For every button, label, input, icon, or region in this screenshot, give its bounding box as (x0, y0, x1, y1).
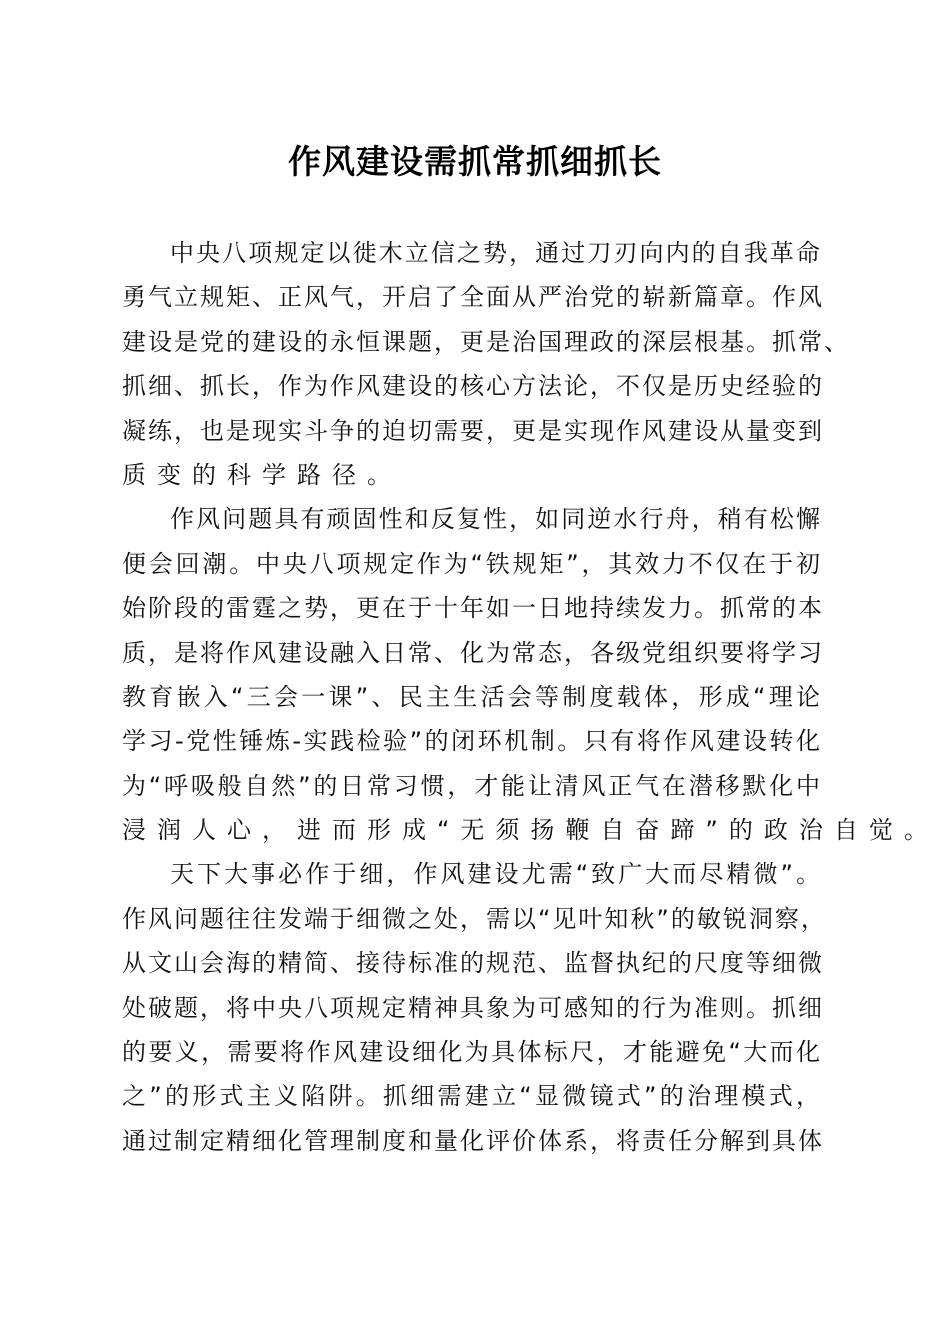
text-line: 建设是党的建设的永恒课题，更是治国理政的深层根基。抓常、 (122, 327, 850, 356)
text-line: 勇气立规矩、正风气，开启了全面从严治党的崭新篇章。作风 (122, 283, 824, 312)
text-line: 作风问题具有顽固性和反复性，如同逆水行舟，稍有松懈 (170, 505, 822, 534)
text-line: 学习-党性锤炼-实践检验”的闭环机制。只有将作风建设转化 (122, 727, 822, 756)
paragraph-1 (122, 231, 850, 497)
text-line: 为“呼吸般自然”的日常习惯，才能让清风正气在潜移默化中 (122, 771, 822, 800)
text-line: 处破题，将中央八项规定精神具象为可感知的行为准则。抓细 (122, 993, 824, 1022)
document-title: 作风建设需抓常抓细抓长 (288, 142, 662, 181)
text-line: 中央八项规定以徙木立信之势，通过刀刃向内的自我革命 (170, 239, 822, 267)
text-line: 教育嵌入“三会一课”、民主生活会等制度载体，形成“理论 (122, 682, 822, 711)
text-line: 抓细、抓长，作为作风建设的核心方法论，不仅是历史经验的 (122, 372, 824, 401)
text-line: 从文山会海的精简、接待标准的规范、监督执纪的尺度等细微 (122, 949, 824, 978)
paragraph-2 (122, 497, 939, 852)
text-line: 始阶段的雷霆之势，更在于十年如一日地持续发力。抓常的本 (122, 594, 824, 623)
paragraph-3 (122, 852, 827, 1163)
text-line: 便会回潮。中央八项规定作为“铁规矩”，其效力不仅在于初 (122, 549, 822, 578)
text-line: 的要义，需要将作风建设细化为具体标尺，才能避免“大而化 (122, 1038, 822, 1067)
text-line: 浸润人心，进而形成“无须扬鞭自奋蹄”的政治自觉。 (122, 816, 939, 845)
text-line: 天下大事必作于细，作风建设尤需“致广大而尽精微”。 (170, 860, 822, 889)
text-line: 作风问题往往发端于细微之处，需以“见叶知秋”的敏锐洞察， (122, 904, 827, 933)
text-line: 质变的科学路径。 (122, 460, 402, 489)
text-line: 质，是将作风建设融入日常、化为常态，各级党组织要将学习 (122, 638, 824, 667)
text-line: 凝练，也是现实斗争的迫切需要，更是实现作风建设从量变到 (122, 416, 824, 445)
text-line: 通过制定精细化管理制度和量化评价体系，将责任分解到具体 (122, 1126, 824, 1155)
document-body (122, 231, 939, 1163)
text-line: 之”的形式主义陷阱。抓细需建立“显微镜式”的治理模式， (122, 1082, 822, 1111)
